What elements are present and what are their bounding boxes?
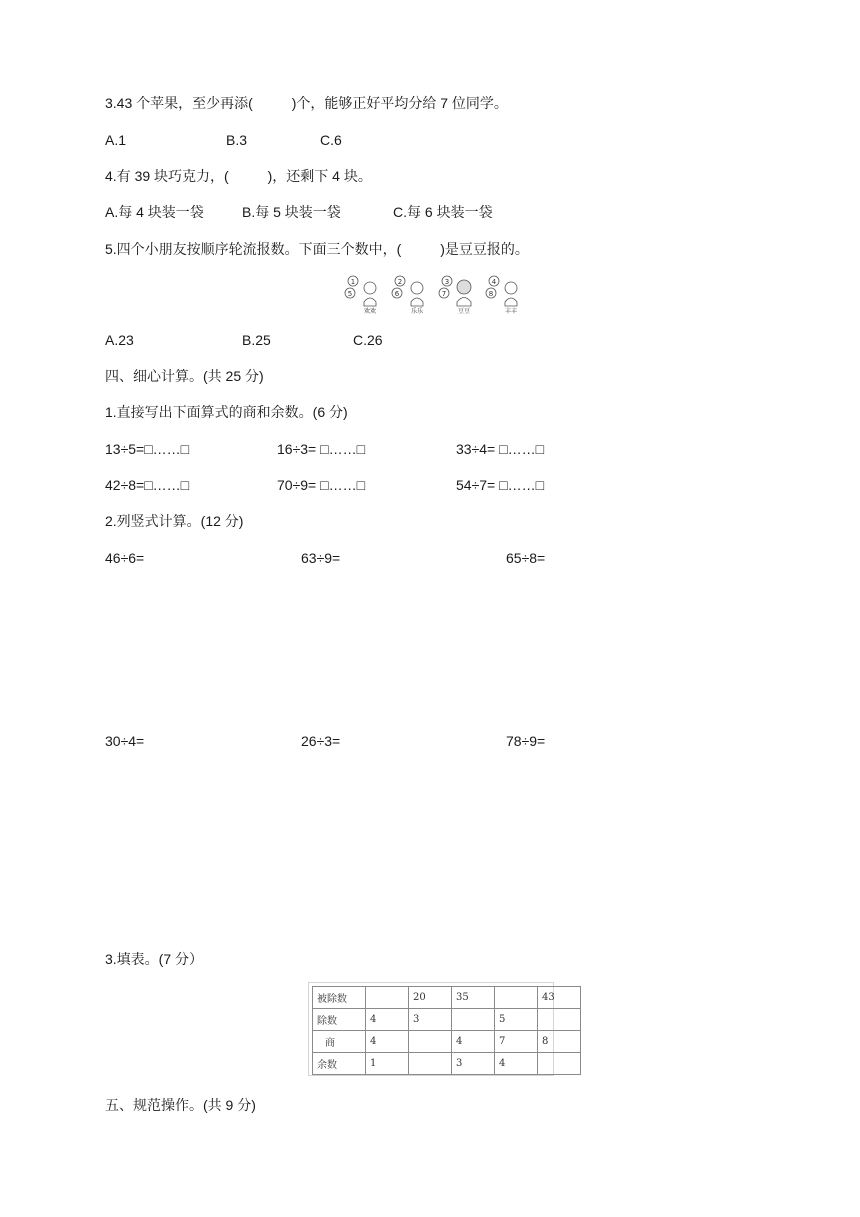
svg-text:1: 1 <box>350 278 356 286</box>
division-fill-table <box>312 986 581 1075</box>
q4-stem: 4.有 39 块巧克力，( )，还剩下 4 块。 <box>105 168 372 184</box>
q5-option-c[interactable]: C.26 <box>353 332 383 348</box>
division-problem: 33÷4= □……□ <box>456 441 545 457</box>
kid-figure <box>345 276 376 315</box>
children-counting-illustration <box>343 272 538 316</box>
division-problem: 42÷8=□……□ <box>105 477 190 493</box>
svg-text:丰丰: 丰丰 <box>504 308 518 315</box>
table-cell[interactable]: 20 <box>409 987 452 1009</box>
table-cell-label: 被除数 <box>313 987 366 1009</box>
division-problem: 54÷7= □……□ <box>456 477 545 493</box>
table-cell[interactable]: 4 <box>366 1009 409 1031</box>
table-cell[interactable]: 8 <box>538 1031 581 1053</box>
q5-stem: 5.四个小朋友按顺序轮流报数。下面三个数中，( )是豆豆报的。 <box>105 241 529 257</box>
table-cell[interactable] <box>495 987 538 1009</box>
q4-option-b[interactable]: B.每 5 块装一袋 <box>242 204 341 220</box>
kid-figure <box>439 276 471 315</box>
part-3-title: 3.填表。(7 分） <box>105 951 204 967</box>
q3-option-a[interactable]: A.1 <box>105 132 127 148</box>
vertical-division-problem: 46÷6= <box>105 550 145 566</box>
svg-text:7: 7 <box>441 290 447 298</box>
table-cell[interactable] <box>538 1009 581 1031</box>
table-cell[interactable] <box>538 1053 581 1075</box>
vertical-division-problem: 30÷4= <box>105 733 145 749</box>
svg-text:豆豆: 豆豆 <box>457 308 471 315</box>
q5-option-b[interactable]: B.25 <box>242 332 271 348</box>
q3-option-c[interactable]: C.6 <box>320 132 342 148</box>
part-2-title: 2.列竖式计算。(12 分) <box>105 513 244 529</box>
table-cell[interactable]: 4 <box>495 1053 538 1075</box>
division-problem: 16÷3= □……□ <box>277 441 366 457</box>
table-cell[interactable]: 35 <box>452 987 495 1009</box>
table-cell[interactable] <box>409 1031 452 1053</box>
table-cell-label: 除数 <box>313 1009 366 1031</box>
table-cell[interactable]: 43 <box>538 987 581 1009</box>
kid-figure <box>486 276 517 315</box>
table-cell[interactable]: 5 <box>495 1009 538 1031</box>
section-4-title: 四、细心计算。(共 25 分) <box>105 368 264 384</box>
svg-text:6: 6 <box>394 290 400 298</box>
table-cell-label: 余数 <box>313 1053 366 1075</box>
table-cell[interactable] <box>409 1053 452 1075</box>
table-row <box>313 987 581 1009</box>
table-cell[interactable]: 7 <box>495 1031 538 1053</box>
table-cell[interactable]: 4 <box>452 1031 495 1053</box>
table-row <box>313 1009 581 1031</box>
q3-stem: 3.43 个苹果，至少再添( )个，能够正好平均分给 7 位同学。 <box>105 95 508 111</box>
q4-option-c[interactable]: C.每 6 块装一袋 <box>393 204 493 220</box>
svg-text:5: 5 <box>347 290 353 298</box>
vertical-division-problem: 63÷9= <box>301 550 341 566</box>
table-cell[interactable]: 4 <box>366 1031 409 1053</box>
svg-text:8: 8 <box>488 290 494 298</box>
division-problem: 13÷5=□……□ <box>105 441 190 457</box>
svg-text:3: 3 <box>444 278 450 286</box>
table-cell-label: 商 <box>313 1031 366 1053</box>
q5-option-a[interactable]: A.23 <box>105 332 134 348</box>
svg-text:乐乐: 乐乐 <box>410 308 424 315</box>
vertical-division-problem: 65÷8= <box>506 550 546 566</box>
table-cell[interactable] <box>452 1009 495 1031</box>
svg-text:4: 4 <box>491 278 497 286</box>
table-cell[interactable] <box>366 987 409 1009</box>
section-5-title: 五、规范操作。(共 9 分) <box>105 1097 256 1113</box>
vertical-division-problem: 26÷3= <box>301 733 341 749</box>
part-1-title: 1.直接写出下面算式的商和余数。(6 分) <box>105 404 348 420</box>
svg-text:2: 2 <box>397 278 403 286</box>
table-cell[interactable]: 3 <box>409 1009 452 1031</box>
svg-text:欢欢: 欢欢 <box>363 308 377 315</box>
table-row <box>313 1053 581 1075</box>
table-cell[interactable]: 1 <box>366 1053 409 1075</box>
table-cell[interactable]: 3 <box>452 1053 495 1075</box>
kid-figure <box>392 276 424 315</box>
q3-option-b[interactable]: B.3 <box>226 132 248 148</box>
division-problem: 70÷9= □……□ <box>277 477 366 493</box>
table-row <box>313 1031 581 1053</box>
q4-option-a[interactable]: A.每 4 块装一袋 <box>105 204 204 220</box>
vertical-division-problem: 78÷9= <box>506 733 546 749</box>
